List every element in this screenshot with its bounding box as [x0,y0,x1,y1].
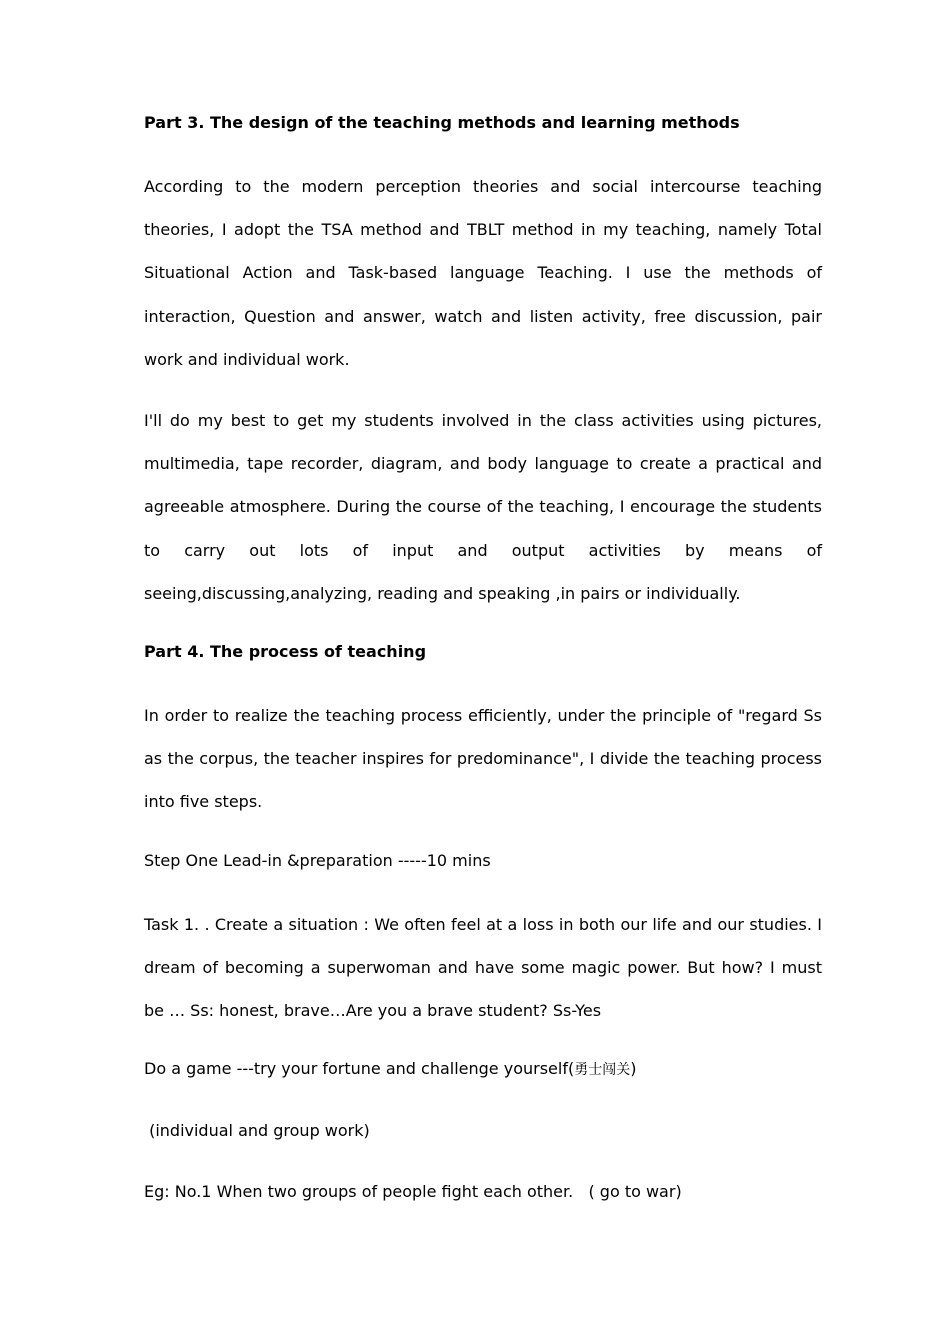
task1-paragraph: Task 1. . Create a situation : We often feel at a loss in both our life and our studies. I dream of becoming a superwoman and have some magic power. But how? I must be … Ss: honest, brave…Are you a brave student? Ss-Yes [144,914,822,1021]
game-text: Do a game ---try your fortune and challenge yourself( [144,1059,575,1079]
part4-paragraph-1: In order to realize the teaching process efficiently, under the principle of "regard Ss as the corpus, the teacher inspires for predominance", I divide the teaching process into five steps. [144,706,822,812]
part3-paragraph-1: According to the modern perception theories and social intercourse teaching theories, I adopt the TSA method and TBLT method in my teaching, namely Total Situational Action and Task-based language Teaching. I use the methods of interaction, Question and answer, watch and listen activity, free discussion, pair work and individual work. [144,177,822,369]
example-line: Eg: No.1 When two groups of people fight each other. ( go to war) [144,1182,682,1202]
game-chinese-text: 勇士闯关 [574,1062,631,1079]
part3-paragraph-2: I'll do my best to get my students involved in the class activities using pictures, multimedia, tape recorder, diagram, and body language to create a practical and agreeable atmosphere. During the course of the teaching, I encourage the students to carry out lots of input and output activities by means of seeing,discussing,analyzing, reading and speaking ,in pairs or individually. [144,411,822,603]
document-page [144,104,822,1234]
part3-heading: Part 3. The design of the teaching methods and learning methods [144,113,740,132]
game-close-paren: ) [630,1059,637,1079]
work-type-line: (individual and group work) [144,1121,370,1141]
part4-heading: Part 4. The process of teaching [144,642,427,662]
game-line [144,1050,822,1089]
step-one-line: Step One Lead-in &preparation -----10 mins [144,850,491,870]
